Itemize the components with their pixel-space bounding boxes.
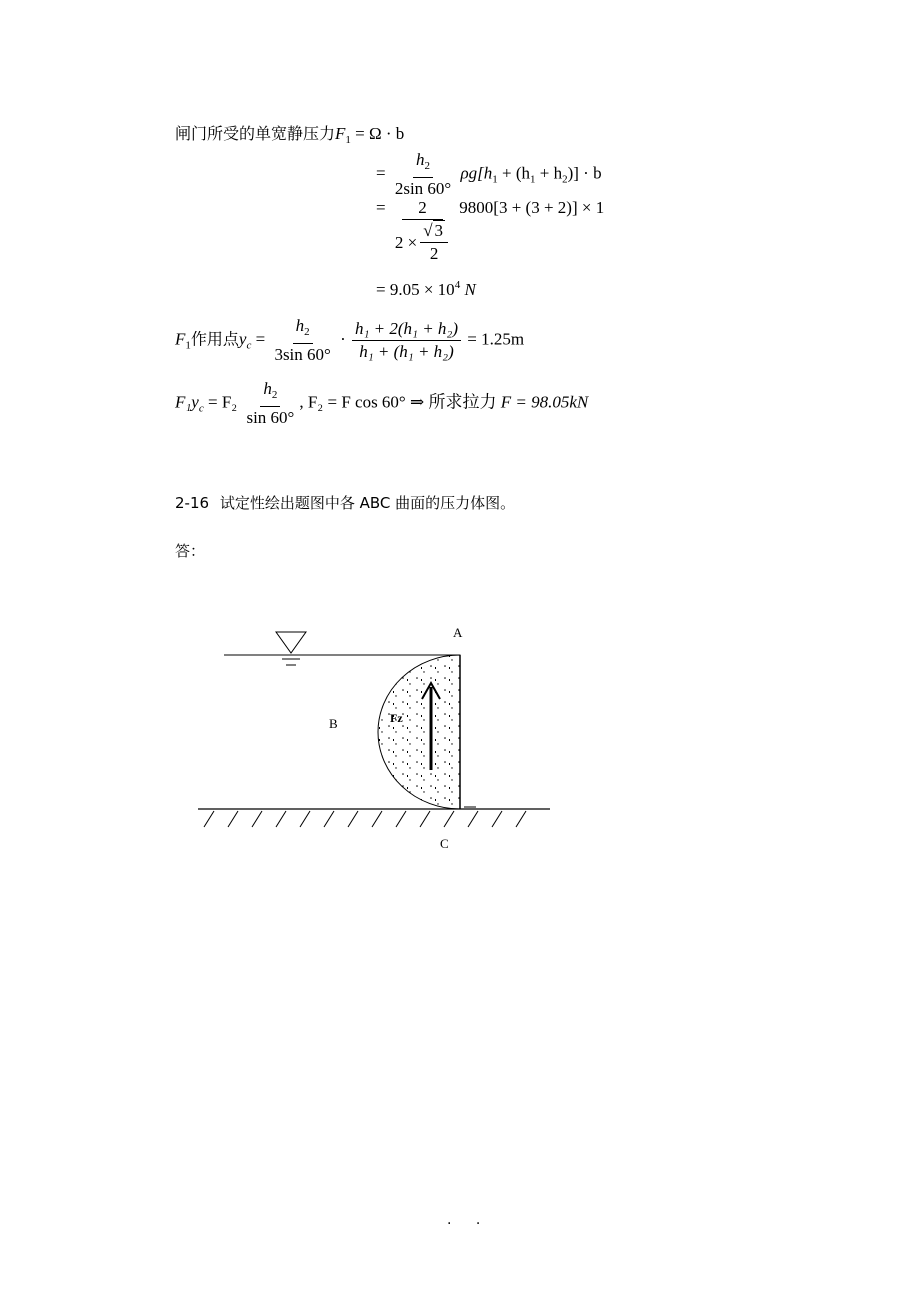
- label-fz: Fz: [390, 711, 403, 725]
- fraction: $\frac{h_2}{\sin 60^\circ}$: [246, 379, 295, 427]
- footer-dots: . .: [447, 1212, 491, 1228]
- water-level-icon: [276, 632, 306, 665]
- answer-label: 答：: [175, 542, 206, 560]
- fraction: $\frac{h_2}{3\sin 60^\circ}$: [274, 316, 331, 364]
- equation-line-6: $F_1y_c = F_2$ $\frac{h_2}{\sin 60^\circ}$ , F₂ = F cos 60° ⇒ 所求拉力 F = 98.05kN: [175, 379, 589, 427]
- problem-text: 试定性绘出题图中各 ABC 曲面的压力体图。: [219, 494, 516, 512]
- equation-label-force: 闸门所受的单宽静压力: [175, 124, 336, 143]
- equation-line-4: = $9.05 \times 10^4$ N: [376, 279, 476, 299]
- label-c: C: [440, 836, 449, 851]
- equation-line-1: 闸门所受的单宽静压力$F_1 = \Omega \cdot b$: [175, 124, 405, 146]
- pressure-body-figure: [190, 615, 590, 865]
- label-b: B: [329, 716, 338, 731]
- equation-line-2: = $\frac{h_2}{2\sin 60^\circ}$ $\rho g[h_1 + (h_1 + h_2)] \cdot b$: [376, 150, 602, 198]
- equation-rhs: = Ω · b: [355, 124, 405, 143]
- fraction: 2 2 × $\frac{√ 3}{2}$: [392, 198, 453, 264]
- fraction: $\frac{h_2}{2\sin 60^\circ}$: [394, 150, 452, 198]
- ground-hatching: [204, 807, 526, 827]
- symbol-F1: F: [335, 124, 346, 143]
- label-a: A: [453, 625, 463, 640]
- problem-number: 2-16: [175, 494, 210, 512]
- equation-line-5: $F_1$作用点$y_c$ = $\frac{h_2}{3\sin 60^\circ}$ · $\frac{\text{h₁ + 2(h₁ + h₂)}}{\text{h₁ + (h₁ + h₂)}}$ = 1.25m: [175, 316, 525, 364]
- problem-heading: [175, 492, 515, 513]
- pressure-body-region: [378, 655, 460, 809]
- fraction: $\frac{\text{h₁ + 2(h₁ + h₂)}}{\text{h₁ + (h₁ + h₂)}}$: [352, 319, 461, 362]
- equation-line-3: = 2 2 × $\frac{√ 3}{2}$ 9800[3 + (3 + 2)] × 1: [376, 198, 605, 263]
